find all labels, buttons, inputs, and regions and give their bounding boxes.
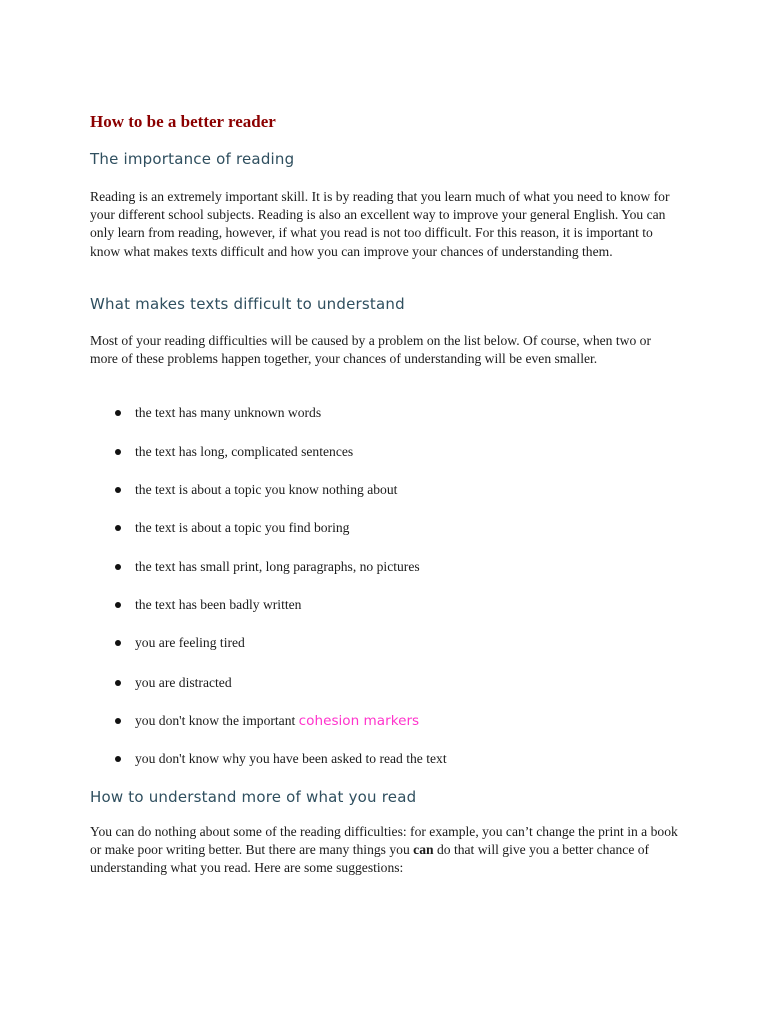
list-item-text: you are distracted: [135, 675, 232, 690]
list-item-text-prefix: you don't know the important: [135, 713, 299, 728]
paragraph-understand-more: [90, 823, 680, 878]
bullet-icon: [115, 718, 121, 724]
bullet-icon: [115, 564, 121, 570]
list-item-text: [135, 711, 419, 731]
list-item-text: you don't know why you have been asked to read the text: [135, 751, 447, 766]
bullet-icon: [115, 602, 121, 608]
bullet-icon: [115, 756, 121, 762]
bullet-icon: [115, 680, 121, 686]
bullet-icon: [115, 525, 121, 531]
paragraph-text-start: You can do nothing about some of the reading difficulties: for example, you can’t change the print in a book or make poor writing better. But there are many things you: [90, 824, 678, 858]
bullet-icon: [115, 487, 121, 493]
paragraph-difficulties: Most of your reading difficulties will be caused by a problem on the list below. Of course, when two or more of these problems happen together, your chances of understanding will be even smaller.: [90, 333, 651, 367]
paragraph-text-end: do that will give you a better chance of understanding what you read. Here are some suggestions:: [90, 842, 650, 876]
section-heading-importance: The importance of reading: [90, 150, 295, 168]
list-item-text: the text has long, complicated sentences: [135, 444, 354, 459]
list-item-text: the text is about a topic you find boring: [135, 520, 350, 535]
list-item-text: the text is about a topic you know nothing about: [135, 482, 398, 497]
section-heading-understand-more: How to understand more of what you read: [90, 788, 417, 806]
page-title: How to be a better reader: [90, 112, 276, 131]
list-item-text: you are feeling tired: [135, 635, 245, 650]
list-item-text: the text has many unknown words: [135, 405, 322, 420]
list-item-text: the text has small print, long paragraphs, no pictures: [135, 559, 420, 574]
list-item-text: the text has been badly written: [135, 597, 302, 612]
emphasis-can: can: [413, 842, 434, 858]
paragraph-importance: Reading is an extremely important skill. It is by reading that you learn much of what you need to know for your different school subjects. Reading is also an excellent way to improve your general English. You can only learn from reading, however, if what you read is not too difficult. For this reason, it is important to know what makes texts difficult and how you can improve your chances of understanding them.: [90, 189, 670, 259]
cohesion-markers-link[interactable]: cohesion markers: [298, 713, 420, 729]
section-heading-difficulties: What makes texts difficult to understand: [90, 295, 405, 313]
bullet-icon: [115, 640, 121, 646]
bullet-icon: [115, 410, 121, 416]
bullet-icon: [115, 449, 121, 455]
